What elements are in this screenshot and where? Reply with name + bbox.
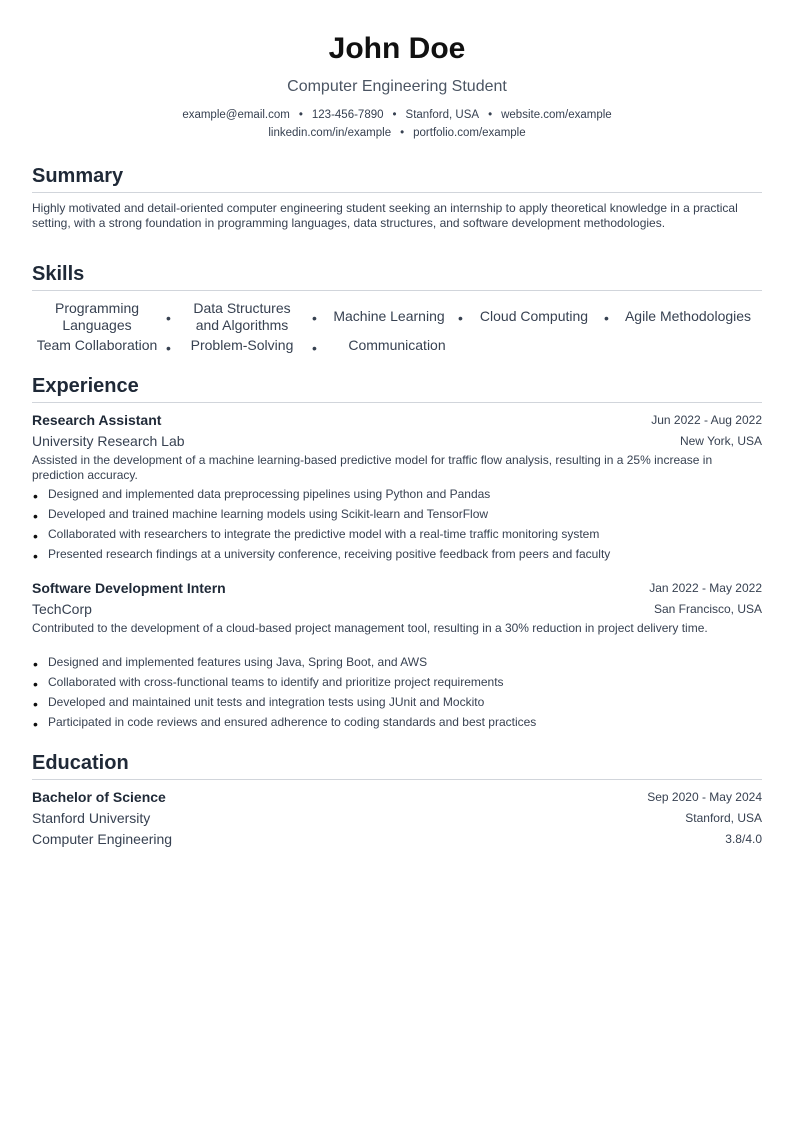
job-title: Research Assistant bbox=[32, 412, 162, 428]
email-link[interactable]: example@email.com bbox=[182, 109, 290, 121]
portfolio-link[interactable]: portfolio.com/example bbox=[413, 127, 526, 139]
bullet-icon: • bbox=[33, 656, 38, 672]
list-item: • Designed and implemented features using Java, Spring Boot, and AWS bbox=[33, 655, 428, 672]
job-org-row bbox=[32, 432, 762, 450]
experience-heading: Experience bbox=[32, 374, 762, 403]
skills-heading: Skills bbox=[32, 262, 762, 291]
list-item: • Participated in code reviews and ensured adherence to coding standards and best practices bbox=[33, 715, 537, 732]
job-org-row bbox=[32, 600, 762, 618]
list-item: • Collaborated with cross-functional teams to identify and prioritize project requirements bbox=[33, 675, 504, 692]
skill-item: Machine Learning bbox=[333, 308, 445, 324]
skill-item: Agile Methodologies bbox=[624, 308, 752, 324]
summary-heading: Summary bbox=[32, 164, 762, 193]
skill-item: Programming Languages bbox=[54, 300, 140, 333]
degree: Bachelor of Science bbox=[32, 789, 166, 805]
skill-item: Cloud Computing bbox=[479, 308, 589, 324]
skill-item: Data Structures and Algorithms bbox=[193, 300, 291, 333]
candidate-title: Computer Engineering Student bbox=[287, 78, 507, 95]
job-description: Assisted in the development of a machine learning-based predictive model for traffic flow analysis, resulting in a 25% increase in prediction accuracy. bbox=[32, 453, 713, 482]
separator-dot: • bbox=[488, 109, 493, 121]
job-dates: Jan 2022 - May 2022 bbox=[649, 581, 762, 595]
bullet-icon: • bbox=[33, 548, 38, 564]
bullet-icon: • bbox=[33, 528, 38, 544]
bullet-icon: • bbox=[33, 676, 38, 692]
job-header bbox=[32, 411, 762, 429]
separator-dot: • bbox=[312, 310, 317, 326]
job-location: San Francisco, USA bbox=[653, 602, 762, 616]
bullet-icon: • bbox=[33, 508, 38, 524]
skill-item: Problem-Solving bbox=[190, 337, 294, 353]
job-title: Software Development Intern bbox=[32, 580, 226, 596]
list-item: • Developed and maintained unit tests and integration tests using JUnit and Mockito bbox=[33, 695, 485, 712]
separator-dot: • bbox=[458, 310, 463, 326]
school-location: Stanford, USA bbox=[685, 811, 762, 825]
website-link[interactable]: website.com/example bbox=[501, 109, 612, 121]
list-item: • Developed and trained machine learning models using Scikit-learn and TensorFlow bbox=[33, 507, 489, 524]
bullet-icon: • bbox=[33, 696, 38, 712]
summary-text: Highly motivated and detail-oriented computer engineering student seeking an internship to apply theoretical knowledge in a practical setting, with a strong foundation in programming languages, data structures, and software development methodologies. bbox=[32, 201, 738, 230]
skill-item: Team Collaboration bbox=[36, 337, 158, 353]
education-dates: Sep 2020 - May 2024 bbox=[647, 790, 762, 804]
education-major-row bbox=[32, 830, 762, 848]
phone-number: 123-456-7890 bbox=[311, 109, 384, 121]
job-bullets bbox=[32, 484, 762, 564]
skill-item: Communication bbox=[348, 337, 446, 353]
job-organization: TechCorp bbox=[32, 601, 92, 617]
job-dates: Jun 2022 - Aug 2022 bbox=[651, 413, 762, 427]
education-school-row bbox=[32, 809, 762, 827]
separator-dot: • bbox=[312, 340, 317, 356]
list-item: • Designed and implemented data preprocessing pipelines using Python and Pandas bbox=[33, 487, 491, 504]
list-item: • Collaborated with researchers to integrate the predictive model with a real-time traffic monitoring system bbox=[33, 527, 600, 544]
gpa: 3.8/4.0 bbox=[725, 832, 762, 846]
location: Stanford, USA bbox=[405, 109, 480, 121]
school-name: Stanford University bbox=[32, 810, 151, 826]
job-bullets bbox=[32, 652, 762, 732]
separator-dot: • bbox=[604, 310, 609, 326]
separator-dot: • bbox=[166, 340, 171, 356]
contact-line-1 bbox=[32, 108, 762, 122]
job-organization: University Research Lab bbox=[32, 433, 185, 449]
contact-line-2 bbox=[32, 126, 762, 140]
separator-dot: • bbox=[392, 109, 397, 121]
education-header bbox=[32, 788, 762, 806]
job-location: New York, USA bbox=[679, 434, 762, 448]
job-description: Contributed to the development of a cloud-based project management tool, resulting in a 30% reduction in project delivery time. bbox=[32, 621, 708, 635]
list-item: • Presented research findings at a university conference, receiving positive feedback from peers and faculty bbox=[33, 547, 611, 564]
bullet-icon: • bbox=[33, 488, 38, 504]
bullet-icon: • bbox=[33, 716, 38, 732]
major: Computer Engineering bbox=[32, 831, 173, 847]
linkedin-link[interactable]: linkedin.com/in/example bbox=[268, 127, 392, 139]
candidate-name: John Doe bbox=[328, 32, 466, 65]
separator-dot: • bbox=[166, 310, 171, 326]
separator-dot: • bbox=[400, 127, 405, 139]
separator-dot: • bbox=[298, 109, 303, 121]
education-heading: Education bbox=[32, 751, 762, 780]
job-header bbox=[32, 579, 762, 597]
